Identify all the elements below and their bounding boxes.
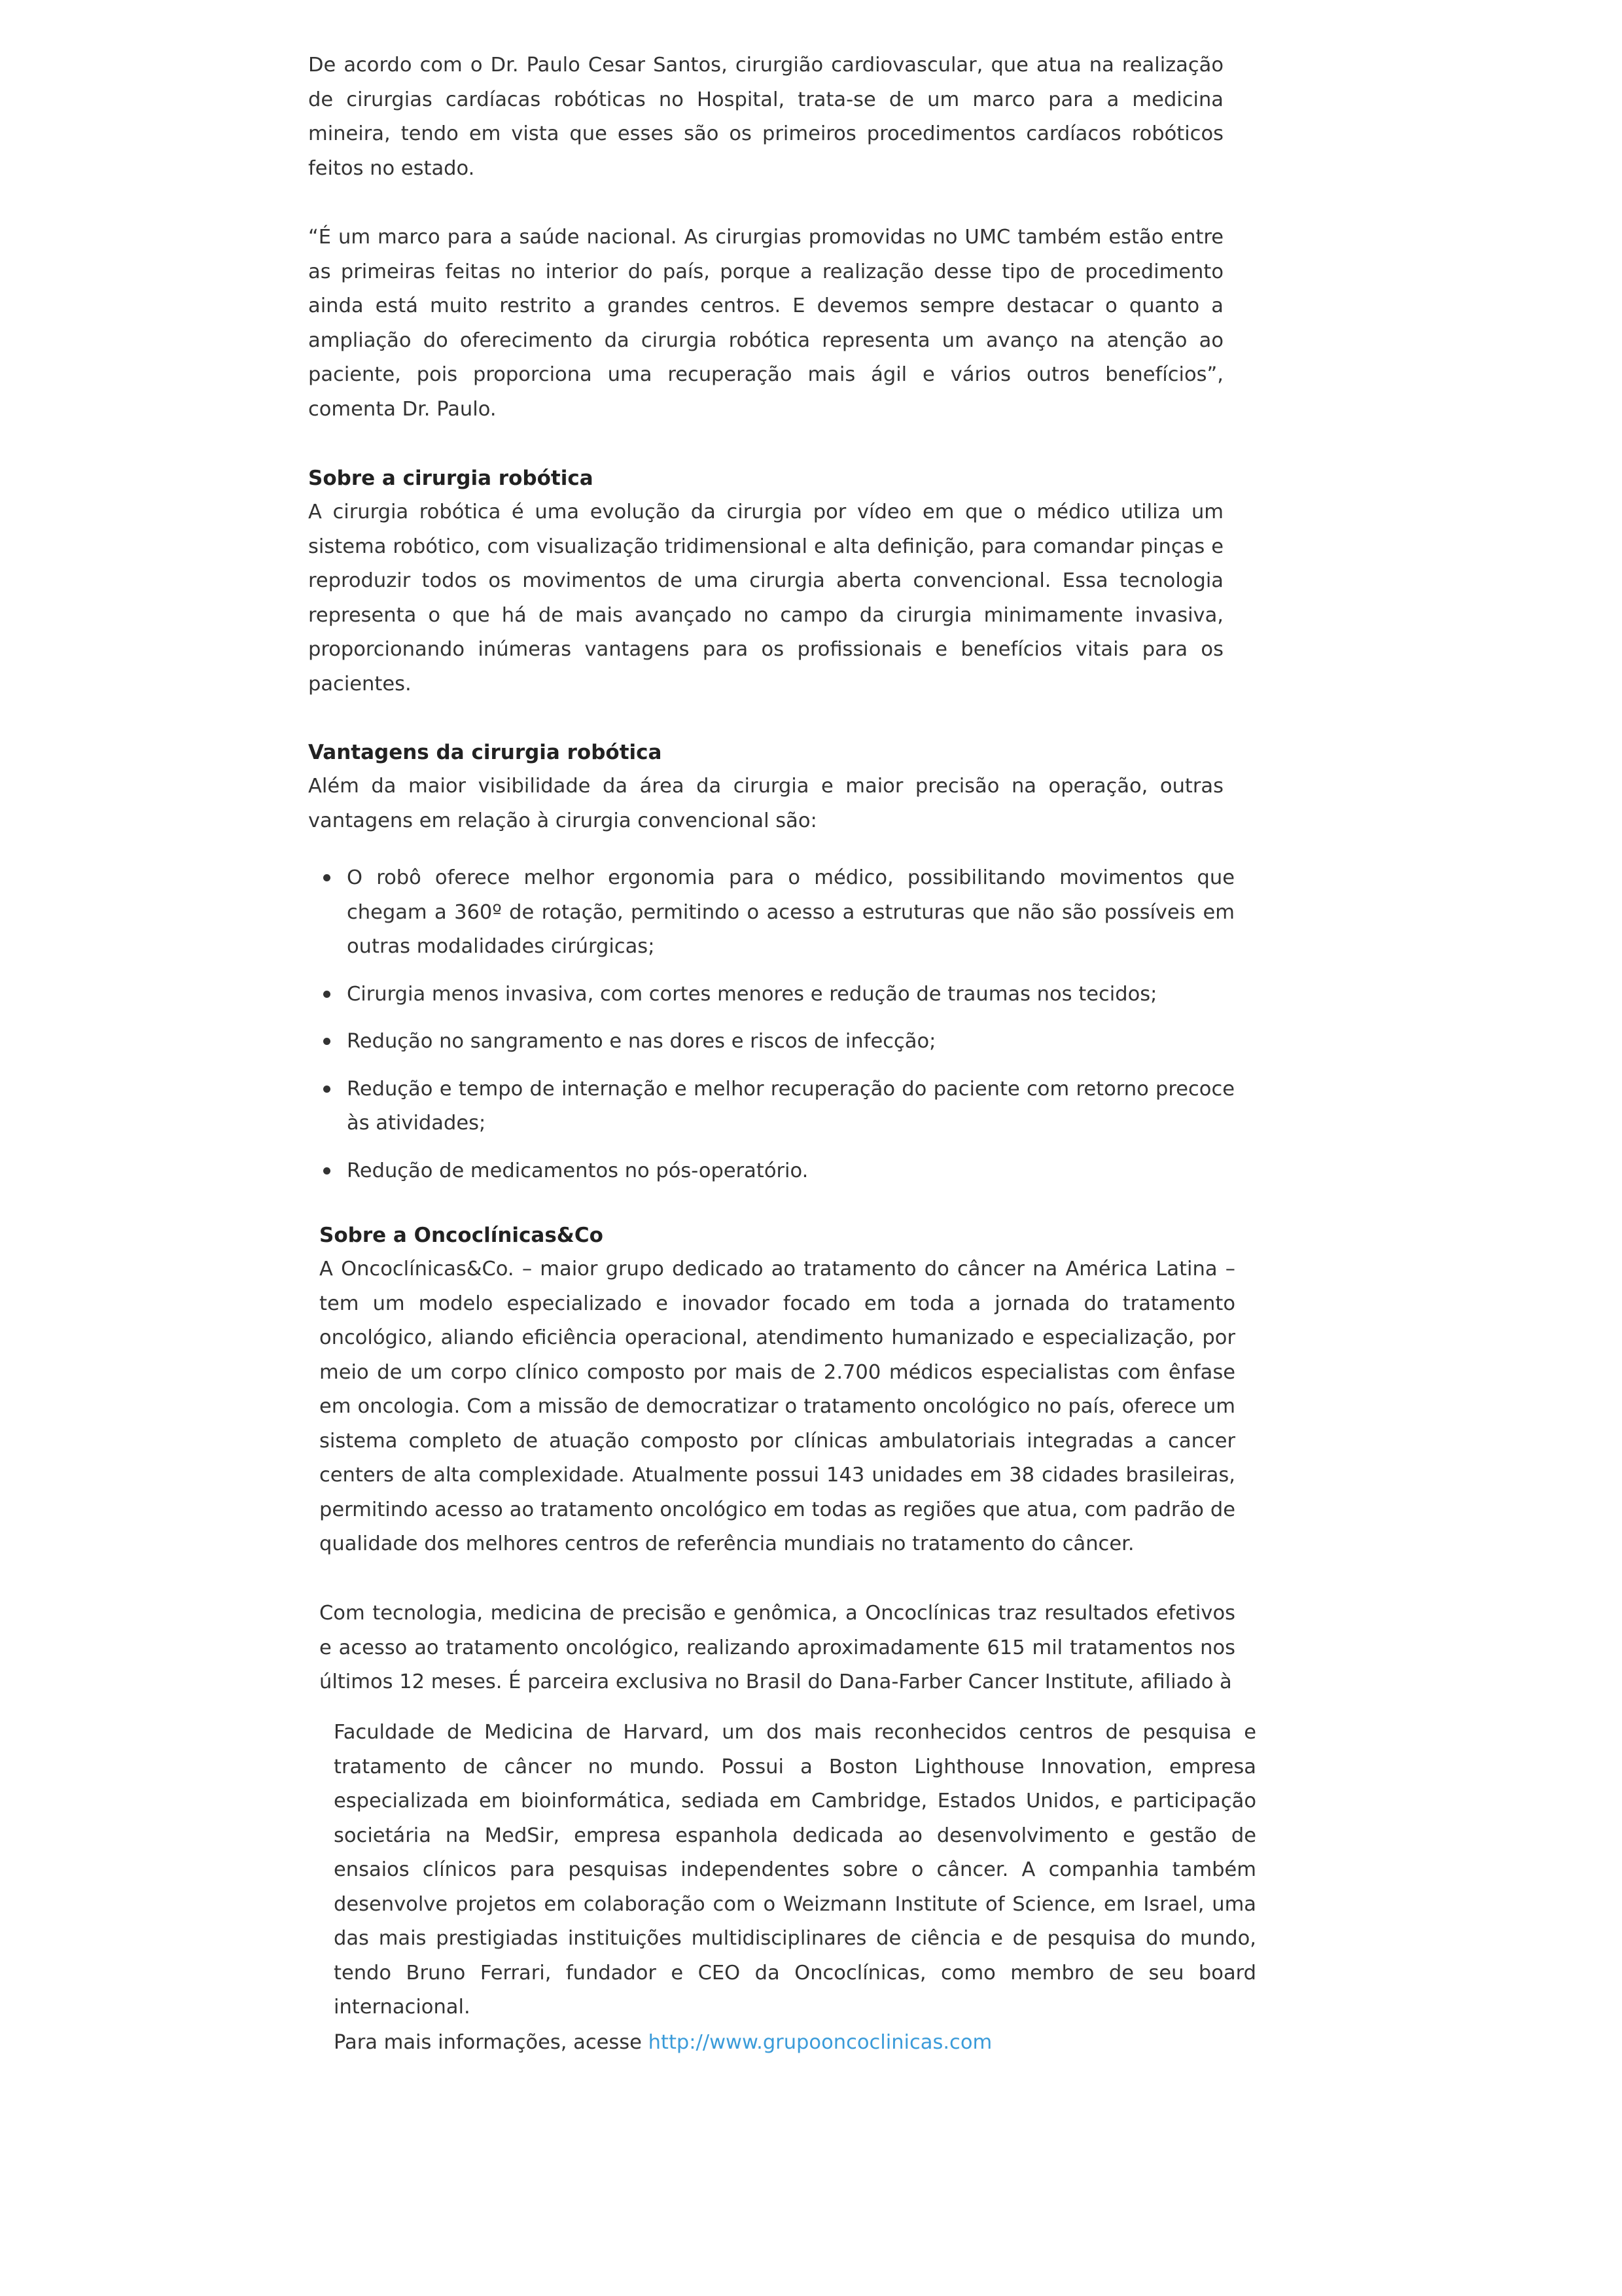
more-info-line	[334, 2026, 1256, 2060]
heading-robotic-surgery: Sobre a cirurgia robótica	[308, 467, 593, 490]
list-item-text: Redução e tempo de internação e melhor recuperação do paciente com retorno precoce às atividades;	[347, 1077, 1235, 1135]
list-item-text: Cirurgia menos invasiva, com cortes menores e redução de traumas nos tecidos;	[347, 982, 1157, 1006]
paragraph-oncoclinicas-technology: Com tecnologia, medicina de precisão e genômica, a Oncoclínicas traz resultados efetivos e acesso ao tratamento oncológico, realizando aproximadamente 615 mil tratamentos nos últimos 12 meses. É parceira exclusiva no Brasil do Dana-Farber Cancer Institute, afiliado à	[319, 1602, 1235, 1693]
list-item-text: O robô oferece melhor ergonomia para o médico, possibilitando movimentos que chegam a 360º de rotação, permitindo o acesso a estruturas que não são possíveis em outras modalidades cirúrgicas;	[347, 866, 1235, 958]
list-item-text: Redução no sangramento e nas dores e riscos de infecção;	[347, 1030, 936, 1053]
heading-oncoclinicas: Sobre a Oncoclínicas&Co	[319, 1224, 603, 1247]
paragraph-oncoclinicas-partnerships: Faculdade de Medicina de Harvard, um dos mais reconhecidos centros de pesquisa e tratamento de câncer no mundo. Possui a Boston Lighthouse Innovation, empresa especializada em bioinformática, sediada em Cambridge, Estados Unidos, e participação societária na MedSir, empresa espanhola dedicada ao desenvolvimento e gestão de ensaios clínicos para pesquisas independentes sobre o câncer. A companhia também desenvolve projetos em colaboração com o Weizmann Institute of Science, em Israel, uma das mais prestigiadas instituições multidisciplinares de ciência e de pesquisa do mundo, tendo Bruno Ferrari, fundador e CEO da Oncoclínicas, como membro de seu board internacional.	[334, 1721, 1256, 2019]
bullet-icon	[323, 1167, 330, 1174]
bullet-icon	[323, 1038, 330, 1045]
bullet-icon	[323, 1086, 330, 1093]
list-item	[308, 1154, 1235, 1189]
heading-advantages: Vantagens da cirurgia robótica	[308, 741, 662, 764]
more-info-label: Para mais informações, acesse	[334, 2031, 642, 2054]
list-item	[308, 978, 1235, 1012]
list-item-text: Redução de medicamentos no pós-operatório.	[347, 1159, 809, 1182]
advantages-list	[308, 861, 1235, 1201]
paragraph-quote: “É um marco para a saúde nacional. As cirurgias promovidas no UMC também estão entre as primeiras feitas no interior do país, porque a realização desse tipo de procedimento ainda está muito restrito a grandes centros. E devemos sempre destacar o quanto a ampliação do oferecimento da cirurgia robótica representa um avanço na atenção ao paciente, pois proporciona uma recuperação mais ágil e vários outros benefícios”, comenta Dr. Paulo.	[308, 226, 1224, 421]
list-item	[308, 1025, 1235, 1059]
list-item	[308, 861, 1235, 964]
paragraph-advantages-intro: Além da maior visibilidade da área da cirurgia e maior precisão na operação, outras vantagens em relação à cirurgia convencional são:	[308, 775, 1224, 832]
website-link[interactable]: http://www.grupooncoclinicas.com	[648, 2031, 993, 2054]
bullet-icon	[323, 874, 330, 881]
list-item	[308, 1072, 1235, 1141]
paragraph-oncoclinicas-about: A Oncoclínicas&Co. – maior grupo dedicado ao tratamento do câncer na América Latina – tem um modelo especializado e inovador focado em toda a jornada do tratamento oncológico, aliando eficiência operacional, atendimento humanizado e especialização, por meio de um corpo clínico composto por mais de 2.700 médicos especialistas com ênfase em oncologia. Com a missão de democratizar o tratamento oncológico no país, oferece um sistema completo de atuação composto por clínicas ambulatoriais integradas a cancer centers de alta complexidade. Atualmente possui 143 unidades em 38 cidades brasileiras, permitindo acesso ao tratamento oncológico em todas as regiões que atua, com padrão de qualidade dos melhores centros de referência mundiais no tratamento do câncer.	[319, 1258, 1235, 1555]
paragraph-intro: De acordo com o Dr. Paulo Cesar Santos, cirurgião cardiovascular, que atua na realização de cirurgias cardíacas robóticas no Hospital, trata-se de um marco para a medicina mineira, tendo em vista que esses são os primeiros procedimentos cardíacos robóticos feitos no estado.	[308, 54, 1224, 180]
bullet-icon	[323, 991, 330, 998]
paragraph-robotic-surgery: A cirurgia robótica é uma evolução da cirurgia por vídeo em que o médico utiliza um sistema robótico, com visualização tridimensional e alta definição, para comandar pinças e reproduzir todos os movimentos de uma cirurgia aberta convencional. Essa tecnologia representa o que há de mais avançado no campo da cirurgia minimamente invasiva, proporcionando inúmeras vantagens para os profissionais e benefícios vitais para os pacientes.	[308, 501, 1224, 696]
